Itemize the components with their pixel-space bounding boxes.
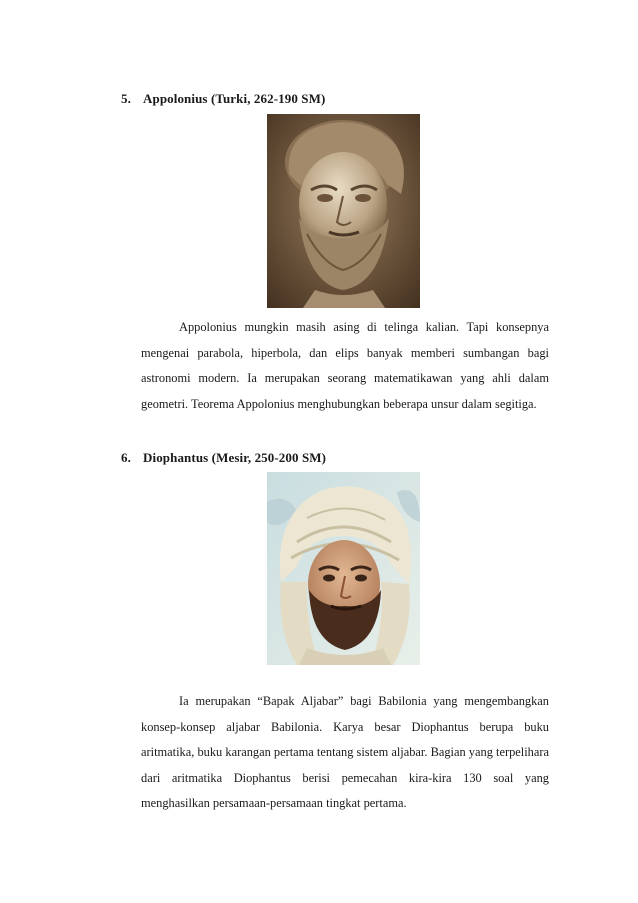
section-number: 5. [121,91,131,106]
section-heading-diophantus [121,450,326,466]
section-title: Diophantus (Mesir, 250-200 SM) [143,450,327,465]
section-heading-appolonius [121,91,325,107]
appolonius-paragraph: Appolonius mungkin masih asing di telinga kalian. Tapi konsepnya mengenai parabola, hiperbola, dan elips banyak memberi sumbangan bagi astronomi modern. Ia merupakan seorang matematikawan yang ahli dalam geometri. Teorema Appolonius menghubungkan beberapa unsur dalam segitiga. [141,320,549,411]
section-title: Appolonius (Turki, 262-190 SM) [143,91,326,106]
diophantus-portrait [267,472,420,665]
appolonius-portrait [267,114,420,308]
section-number: 6. [121,450,131,465]
diophantus-paragraph: Ia merupakan “Bapak Aljabar” bagi Babilonia yang mengembangkan konsep-konsep aljabar Babilonia. Karya besar Diophantus berupa buku aritmatika, buku karangan pertama tentang sistem aljabar. Bagian yang terpelihara dari aritmatika Diophantus berisi pemecahan kira-kira 130 soal yang menghasilkan persamaan-persamaan tingkat pertama. [141,694,549,811]
